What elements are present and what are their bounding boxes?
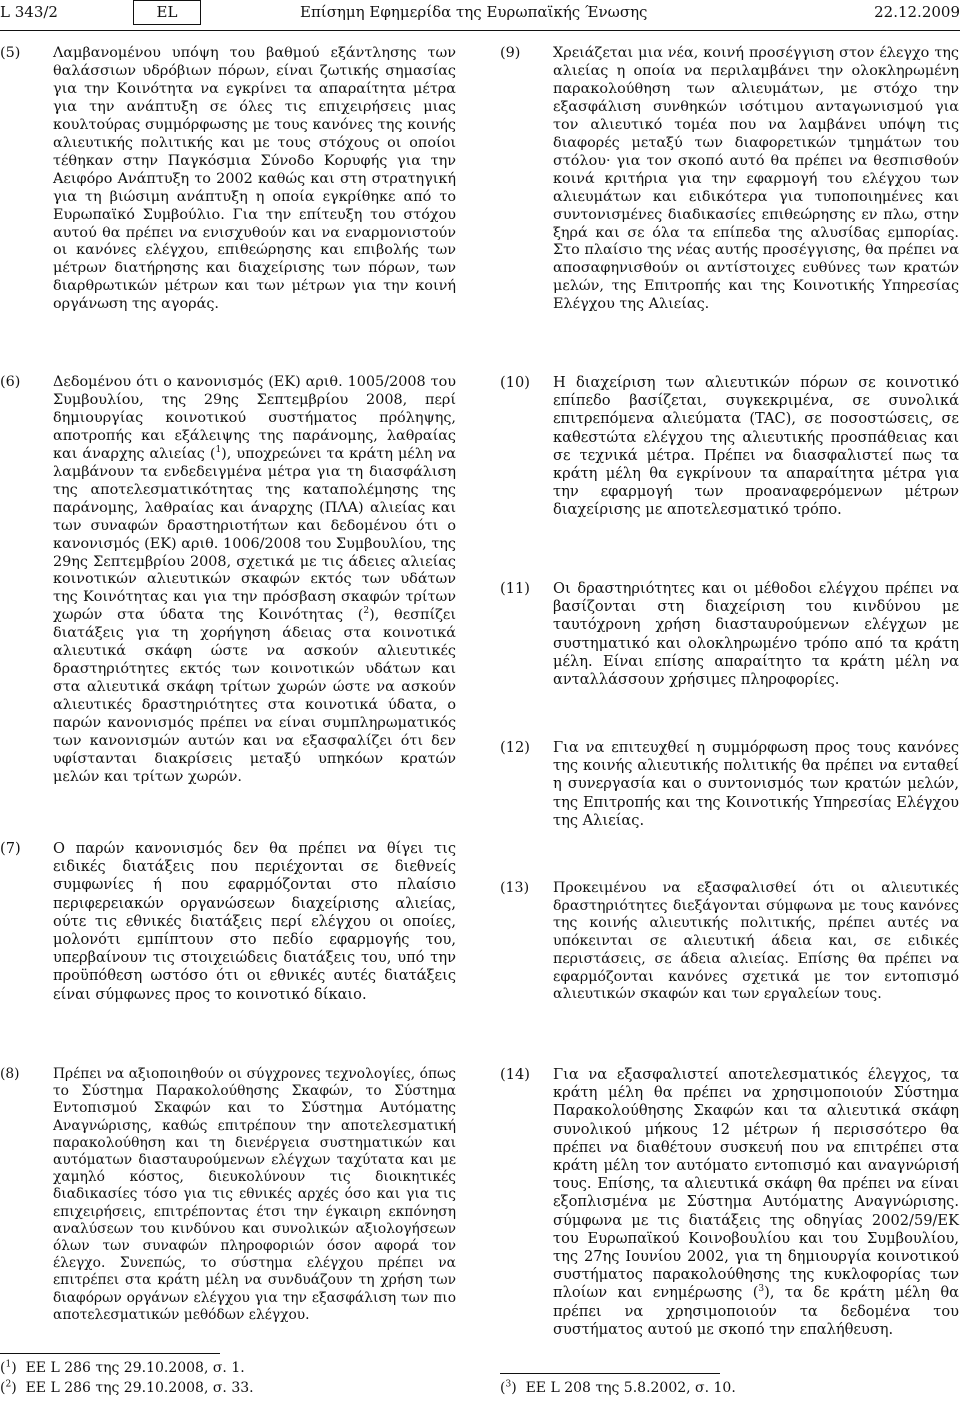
recital-number: (14) [500, 1066, 530, 1083]
recital-text: Για να επιτευχθεί η συμμόρφωση προς τους κανόνες της κοινής αλιευτικής πολιτικής θα πρέπει να ενταθεί η συνεργασία και ο συντονισμός των κρατών μελών, της Επιτροπής και της Κοινοτικής Υπηρεσίας Ελέγχου της Αλιείας. [553, 739, 959, 829]
recital-number: (11) [500, 580, 530, 597]
recital-text: Δεδομένου ότι ο κανονισμός (ΕΚ) αριθ. 1005/2008 του Συμβουλίου, της 29ης Σεπτεμβρίου 2008, περί δημιουργίας κοινοτικού συστήματος πρόληψης, αποτροπής και εξάλειψης της παράνομης, λαθραίας και άναρχης αλιείας ($^1$), υποχρεώνει τα κράτη μέλη να λαμβάνουν τα ενδεδειγμένα μέτρα για τη διασφάλιση της αποτελεσματικότητας της καταπολέμησης της παράνομης, λαθραίας και άναρχης (ΠΛΑ) αλιείας και των συναφών δραστηριοτήτων και δεδομένου ότι ο κανονισμός (ΕΚ) αριθ. 1006/2008 του Συμβουλίου, της 29ης Σεπτεμβρίου 2008, σχετικά με τις άδειες αλιείας κοινοτικών αλιευτικών σκαφών εκτός των υδάτων της Κοινότητας και για την πρόσβαση σκαφών τρίτων χωρών στα ύδατα της Κοινότητας ($^2$), θεσπίζει διατάξεις για τη χορήγηση άδειας στα κοινοτικά αλιευτικά σκάφη ώστε να ασκούν αλιευτικές δραστηριότητες εκτός των κοινοτικών υδάτων και στα αλιευτικά σκάφη τρίτων χωρών ώστε να ασκούν αλιευτικές δραστηριότητες στα κοινοτικά ύδατα, ο παρών κανονισμός πρέπει να είναι συμπληρωματικός των κανονισμών αυτών και να εξασφαλίζει ότι δεν υφίστανται διακρίσεις μεταξύ υπηκόων κρατών μελών και τρίτων χωρών. [53, 374, 456, 785]
recital-14 [500, 1066, 960, 1366]
recital-7 [0, 840, 460, 1030]
page-header [0, 0, 960, 28]
language-box: EL [133, 0, 201, 25]
footnote-ref-3[interactable]: 3 [758, 1284, 765, 1295]
header-rule [0, 30, 960, 31]
recital-10 [500, 374, 960, 524]
footnote-ref-1[interactable]: 1 [215, 445, 222, 456]
recital-6 [0, 374, 460, 794]
recital-text: Η διαχείριση των αλιευτικών πόρων σε κοινοτικό επίπεδο βασίζεται, συγκεκριμένα, σε συνολικά επιτρεπόμενα αλιεύματα (TAC), σε ποσοστώσεις, σε καθεστώτα ελέγχου της αλιευτικής προσπάθειας και σε τεχνικά μέτρα. Πρέπει να διασφαλιστεί πως τα κράτη μέλη θα εγκρίνουν τα απαραίτητα μέτρα για την εφαρμογή των προαναφερόμενων μέτρων διαχείρισης με αποτελεσματικό τρόπο. [553, 374, 959, 519]
recital-text: Ο παρών κανονισμός δεν θα πρέπει να θίγει τις ειδικές διατάξεις που περιέχονται σε διεθνείς συμφωνίες ή που εφαρμόζονται στο πλαίσιο περιφερειακών οργανώσεων διαχείρισης αλιείας, ούτε τις εθνικές διατάξεις περί ελέγχου οι οποίες, μολονότι εμπίπτουν στο πεδίο εφαρμογής του, υπερβαίνουν τις στοιχειώδεις διατάξεις του, υπό την προϋπόθεση ωστόσο ότι οι εθνικές αυτές διατάξεις είναι σύμφωνες προς το κοινοτικό δίκαιο. [53, 840, 456, 1003]
recital-number: (12) [500, 739, 530, 756]
recital-number: (6) [0, 374, 21, 390]
recital-number: (13) [500, 880, 530, 896]
recital-text: Πρέπει να αξιοποιηθούν οι σύγχρονες τεχνολογίες, όπως το Σύστημα Παρακολούθησης Σκαφών, το Σύστημα Εντοπισμού Σκαφών και το Σύστημα Αυτόματης Αναγνώρισης, καθώς επιτρέπουν την αποτελεσματική παρακολούθηση και τη διενέργεια συστηματικών και αυτόματων διασταυρούμενων ελέγχων ταχύτατα και με χαμηλό κόστος, διευκολύνουν τις διοικητικές διαδικασίες τόσο για τις εθνικές αρχές όσο και για τις επιχειρήσεις, επιτρέποντας έτσι την έγκαιρη εκπόνηση αναλύσεων του κινδύνου και συνολικών αξιολογήσεων όλων των συναφών πληροφοριών όσον αφορά τον έλεγχο. Συνεπώς, το σύστημα ελέγχου πρέπει να επιτρέπει στα κράτη μέλη να συνδυάζουν τη χρήση των διαφόρων οργάνων ελέγχου για την εξασφάλιση των πιο αποτελεσματικών μεθόδων ελέγχου. [53, 1066, 456, 1323]
recital-11 [500, 580, 960, 690]
footnote-1: ($^1$) ΕΕ L 286 της 29.10.2008, σ. 1. [0, 1359, 245, 1376]
recital-text: Λαμβανομένου υπόψη του βαθμού εξάντλησης των θαλάσσιων υδρόβιων πόρων, είναι ζωτικής σημασίας για την Κοινότητα να εγκρίνει τα απαραίτητα μέτρα για την ανάπτυξη σε όλες τις επιχειρήσεις μιας κουλτούρας συμμόρφωσης με τους κανόνες της κοινής αλιευτικής πολιτικής και με τους στόχους οι οποίοι τέθηκαν στην Παγκόσμια Σύνοδο Κορυφής για την Αειφόρο Ανάπτυξη το 2002 καθώς και στη στρατηγική για τη βιώσιμη ανάπτυξη η οποία εγκρίθηκε από το Ευρωπαϊκό Συμβούλιο. Για την επίτευξη του στόχου αυτού θα πρέπει να ενισχυθούν και να εναρμονιστούν οι κανόνες ελέγχου, επιθεώρησης και επιβολής των μέτρων διατήρησης και διαχείρισης των πόρων, των διαρθρωτικών μέτρων και των μέτρων για την κοινή οργάνωση της αγοράς. [53, 45, 456, 313]
footnote-rule-right [500, 1373, 720, 1374]
footnote-ref-2[interactable]: 2 [363, 606, 370, 617]
recital-5 [0, 45, 460, 315]
recital-number: (10) [500, 374, 530, 391]
journal-title: Επίσημη Εφημερίδα της Ευρωπαϊκής Ένωσης [300, 3, 648, 21]
recital-text: Για να εξασφαλιστεί αποτελεσματικός έλεγχος, τα κράτη μέλη θα πρέπει να χρησιμοποιούν Σύστημα Παρακολούθησης Σκαφών και τα αλιευτικά σκάφη συνολικού μήκους 12 μέτρων ή περισσότερο θα πρέπει να διαθέτουν συσκευή που να επιτρέπει στα κράτη μέλη τον αυτόματο εντοπισμό και αναγνώρισή τους. Επίσης, τα αλιευτικά σκάφη θα πρέπει να είναι εξοπλισμένα με Σύστημα Αυτόματης Αναγνώρισης. σύμφωνα με τις διατάξεις της οδηγίας 2002/59/ΕΚ του Ευρωπαϊκού Κοινοβουλίου και του Συμβουλίου, της 27ης Ιουνίου 2002, για τη δημιουργία κοινοτικού συστήματος παρακολούθησης της κυκλοφορίας των πλοίων και ενημέρωσης ($^3$), τα δε κράτη μέλη θα πρέπει να χρησιμοποιούν τα δεδομένα του συστήματος αυτού με σκοπό την επαλήθευση. [553, 1066, 959, 1338]
recital-number: (8) [0, 1066, 20, 1082]
recital-number: (9) [500, 45, 521, 61]
recital-8 [0, 1066, 460, 1336]
recital-text: Προκειμένου να εξασφαλισθεί ότι οι αλιευτικές δραστηριότητες διεξάγονται σύμφωνα με τους κανόνες της κοινής αλιευτικής πολιτικής, πρέπει αυτές να υπόκεινται σε αλιευτική άδεια και, σε ειδικές περιστάσεις, σε άδεια αλιείας. Επίσης θα πρέπει να εφαρμόζονται κανόνες σχετικά με τον εντοπισμό αλιευτικών σκαφών και των εργαλείων τους. [553, 880, 959, 1003]
recital-text: Οι δραστηριότητες και οι μέθοδοι ελέγχου πρέπει να βασίζονται στη διαχείριση του κινδύνου με ταυτόχρονη χρήση διασταυρούμενων ελέγχων με συστηματικό και ολοκληρωμένο τρόπο από τα κράτη μέλη. Είναι επίσης απαραίτητο τα κράτη μέλη να ανταλλάσσουν χρήσιμες πληροφορίες. [553, 580, 959, 689]
recital-text: Χρειάζεται μια νέα, κοινή προσέγγιση στον έλεγχο της αλιείας η οποία να περιλαμβάνει την ολοκληρωμένη παρακολούθηση των αλιευμάτων, με στόχο την εξασφάλιση συνθηκών ισότιμου ανταγωνισμού για τον αλιευτικό τομέα που να λαμβάνει υπόψη τις διαφορές μεταξύ των διαφορετικών τμημάτων του στόλου· για τον σκοπό αυτό θα πρέπει να θεσπισθούν κοινά κριτήρια για την εφαρμογή του ελέγχου των αλιευμάτων και ειδικότερα για τυποποιημένες και συντονισμένες διαδικασίες επιθεώρησης εν πλω, στην ξηρά και σε όλα τα επίπεδα της αλυσίδας εμπορίας. Στο πλαίσιο της νέας αυτής προσέγγισης, θα πρέπει να αποσαφηνισθούν οι αντίστοιχες ευθύνες των κρατών μελών, της Επιτροπής και της Κοινοτικής Υπηρεσίας Ελέγχου της Αλιείας. [553, 45, 959, 313]
page-reference: L 343/2 [0, 3, 58, 21]
footnote-rule-left [0, 1353, 220, 1354]
footnote-2: ($^2$) ΕΕ L 286 της 29.10.2008, σ. 33. [0, 1379, 254, 1396]
recital-number: (5) [0, 45, 21, 61]
recital-9 [500, 45, 960, 315]
recital-number: (7) [0, 840, 21, 857]
footnote-3: ($^3$) ΕΕ L 208 της 5.8.2002, σ. 10. [500, 1379, 736, 1396]
issue-date: 22.12.2009 [874, 3, 960, 21]
recital-12 [500, 739, 960, 839]
recital-13 [500, 880, 960, 1010]
